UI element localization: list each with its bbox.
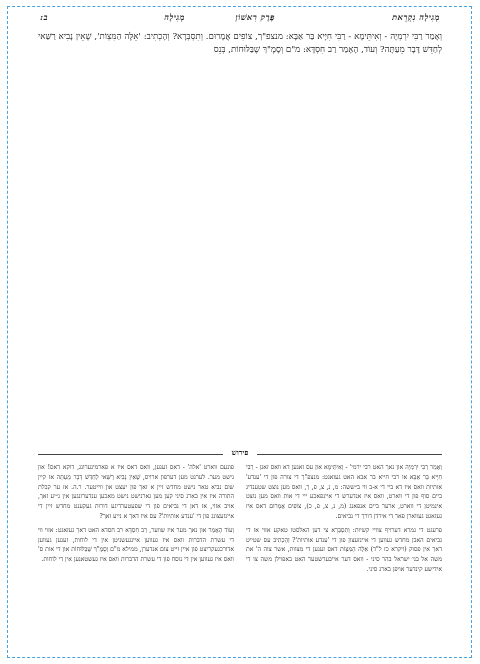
main-text-block [38,31,442,57]
commentary-title-text: פירוש [227,448,254,457]
header-folio: ב: [40,12,48,22]
page-header [40,12,440,26]
commentary-title [38,448,442,460]
commentary-paragraph: פרעגט די גמרא דערויף צוויי קשיות: וְתִסְבְּרָא צי דען האלסטו טאקע אזוי אז די נביאים האבן מחדש געווען די איינזעצון פון די 'ענדע אותיות'? וְהָכְתִיב עס שטייט דאך אין פסוק (ויקרא כז ל"ד) אֵלֶּה הַמִּצְוֹת דאס זענען די מצוות, אשר צוה ה' את משה אל בני ישראל בהר סיני - וואס דער אייבערשטער האט באפוילן משה צו די אידישע קינדער אויפן בארג סיני. [246,526,442,573]
header-tractate: מְגִילָה נִקְרֵאת [392,12,440,22]
header-chapter: פֶּרֶק רִאשׁוֹן [235,12,275,22]
main-text: וְאָמַר רַבִּי יִרְמְיָה - וְאִיתֵּימָא - רַבִּי חִיָּיא בַּר אַבָּא: מנצפ"ך, צוֹפִים אֲמָרוּם. וְתִסְבְּרָא? וְהָכְתִיב: 'אֵלֶּה הַמִּצְוֹת', שֶׁאֵין נָבִיא רַשַּׁאי לְחַדֵּשׁ דָּבָר מֵעַתָּה? וְעוֹד, הָאָמַר רַב חִסְדָּא: מ"ם וְסָמֶ"ךְ שֶׁבַּלּוּחוֹת, בְּנֵס [38,32,442,55]
commentary-column-left [38,463,234,645]
commentary-paragraph: וְעוֹד הָאָמַר און נאך מער איז שווער, רַב חִסְדָּא רב חסדא האט דאך געזאגט: אזוי ווי די עשרת הדברות וואס איז געווען איינגעשניטן אין די לוחות, זענען געווען אדורכגעקריצט פון איין זייט צום אנדערן, ממילא מ"ם וְסָמֶ"ךְ שֶׁבַּלּוּחוֹת און די אות ס' וואס איז געווען אין די נוסח פון די עשרת הדברות וואס איז געשטאנען אין די לוחות. [38,526,234,564]
commentary-column-right [246,463,442,645]
header-tractate-short: מְגִילָה [164,12,185,22]
commentary-columns [38,463,442,645]
commentary-paragraph: פונעם ווארט 'אלה' - דאס זענען, וואס דאס איז א פארמינערונג, דוקא דאס! און נישט מער. לערנט מען דערפון ארויס, שֶׁאֵין נָבִיא רַשַּׁאי לְחַדֵּשׁ דָּבָר מֵעַתָּה אז קיין שום נביא טאר נישט מחדש זיין א זאך פון יעצט און ווייטער. ר.ה. אז ער קבלת התורה איז אין בארג סיני קען מען גארנישט נישט מאכען ענדערונגען אין ג״יע זאך, אויב אזוי, אז דאן די נביאים פון די שפעטערדיגע דורות געקענט מחדש זיין די איינזעצונג פון די 'ענדע אותיות'? עס איז דאך א נייע זאך? [38,464,234,520]
commentary-paragraph: וְאָמַר רַבִּי יִרְמְיָה און נאך האט רבי ירמי' - וְאִיתֵּימָא און עס זאגען דא וואס זאגן - רַבִּי חִיָּיא בַּר אַבָּא או רבי חייא בר אבא האט געזאגט: מנצפ"ך די צורה פון די 'ענדע' אותיות וואס איז דא ביי די א-ב ווי ב״ששה: מ, נ, צ, פ, ך, וואס מען נוצט שטענדיג ביים סוף פון די ווארט, וואס איז אנדערש די איינפאכע ייי די אות וואס מען נוצט אינמיטן די ווארט, ארער ביים אנפאנג (מ, נ, צ, פ, כ), צוֹפִים אֲמָרוּם דאס איז געזאגט געווארן פאר די אירדן דורך די נביאים. [246,464,442,520]
